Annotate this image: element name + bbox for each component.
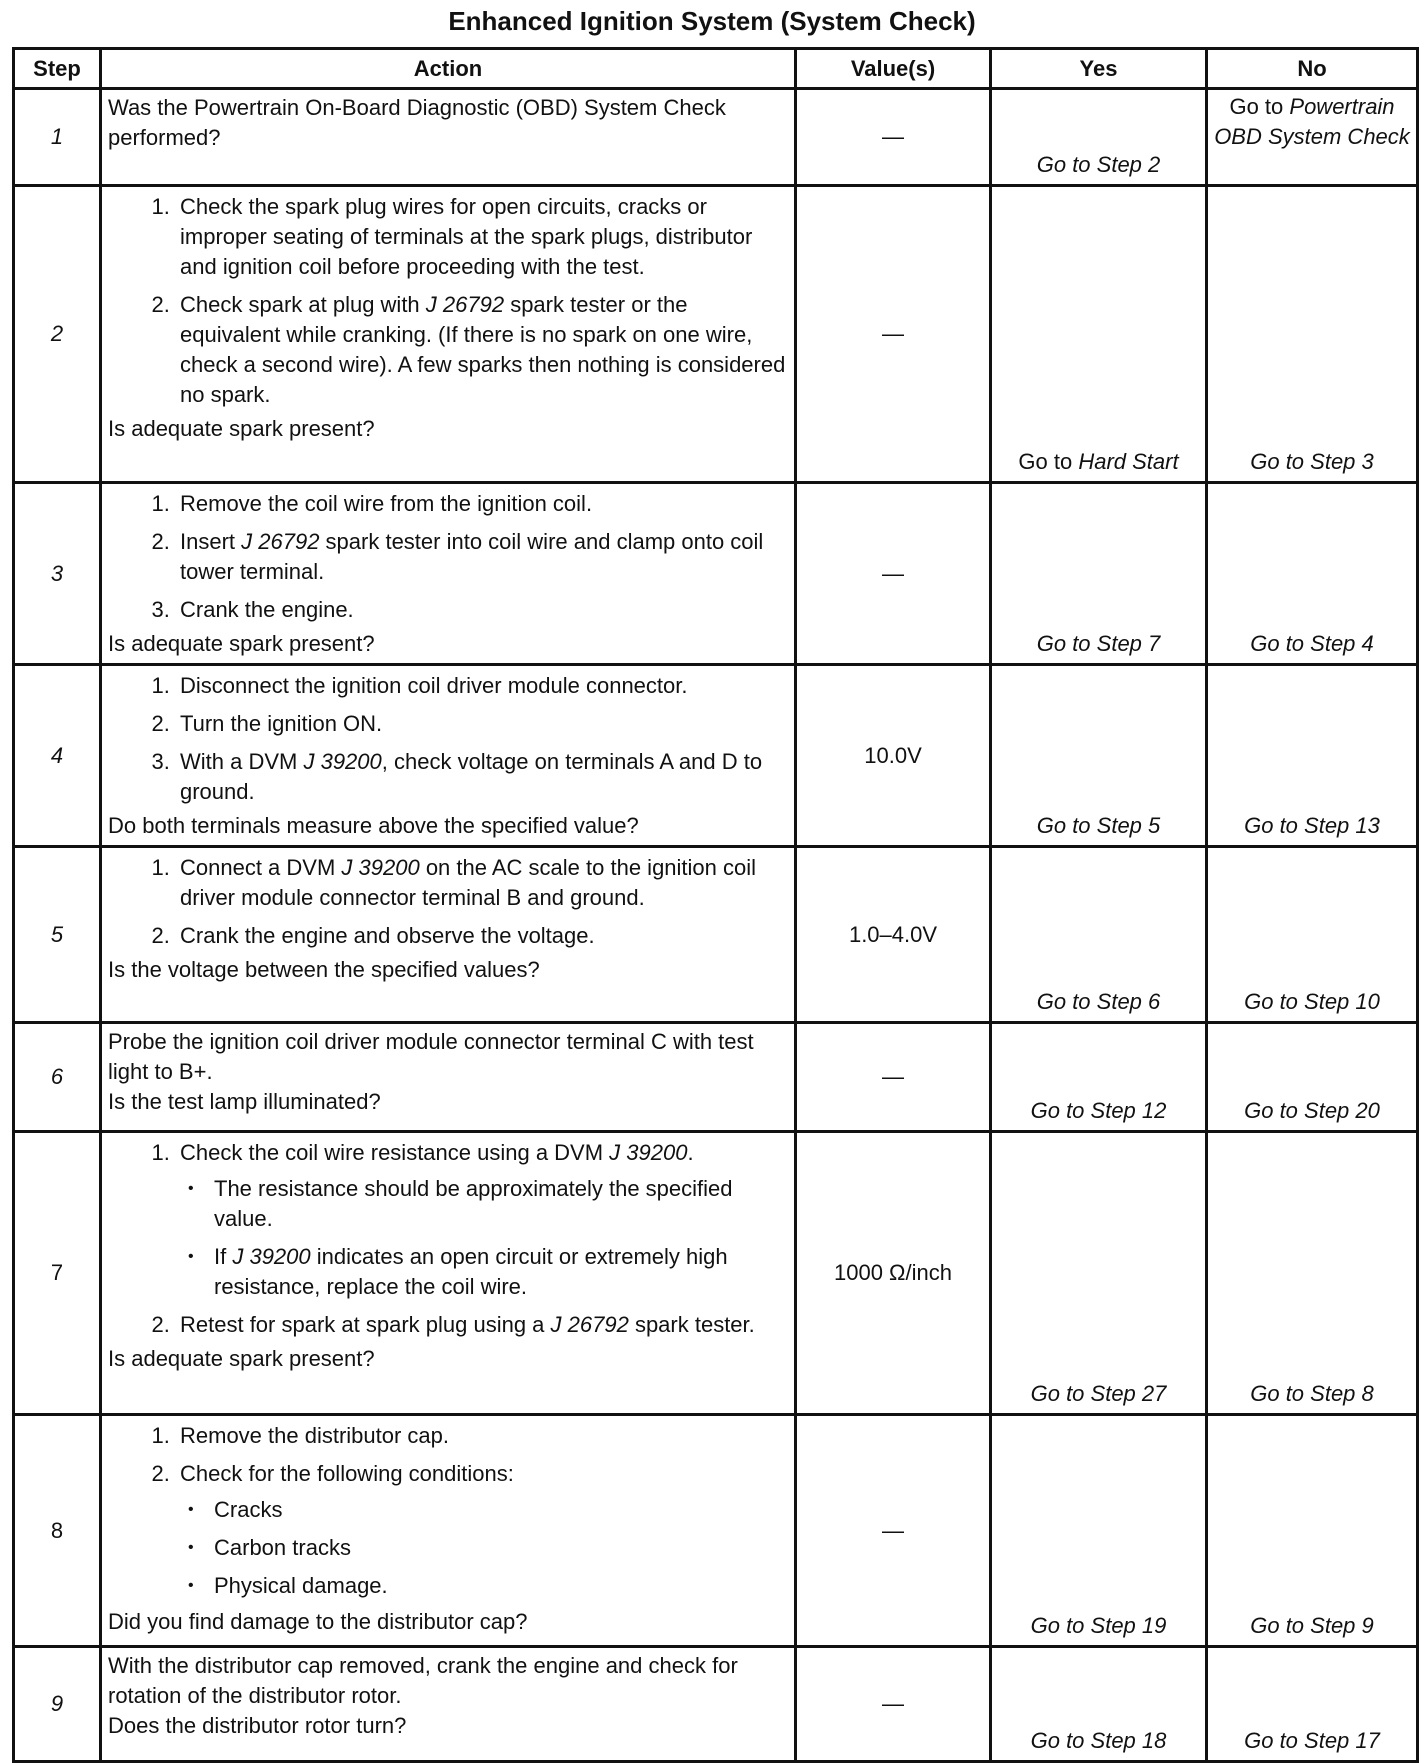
action-steps-list: [108, 671, 786, 807]
action-step-text: Crank the engine.: [180, 597, 354, 622]
yes-cell: [991, 1023, 1207, 1132]
no-cell: [1207, 665, 1418, 847]
action-step-text: Crank the engine and observe the voltage.: [180, 923, 595, 948]
action-steps-list: [108, 853, 786, 951]
no-target: Go to Step 4: [1250, 631, 1374, 656]
action-bullet-text: The resistance should be approximately the specified value.: [214, 1176, 733, 1231]
action-question: Is adequate spark present?: [108, 1346, 375, 1371]
yes-target: Go to Step 7: [1036, 631, 1161, 656]
action-intro: Probe the ignition coil driver module connector terminal C with test light to B+.: [108, 1029, 754, 1084]
value-cell: 1.0–4.0V: [796, 847, 991, 1023]
table-row: [14, 1415, 1418, 1647]
yes-target: Go to Step 27: [1030, 1381, 1167, 1406]
action-bullets: [180, 1495, 786, 1601]
action-cell: [101, 483, 796, 665]
yes-prefix: Go to: [1018, 449, 1073, 474]
yes-cell: [991, 665, 1207, 847]
diagnostic-table: [12, 47, 1419, 1763]
table-row: [14, 483, 1418, 665]
action-bullet: [210, 1533, 786, 1563]
no-target: Go to Step 9: [1250, 1613, 1374, 1638]
no-target: Go to Step 13: [1244, 813, 1380, 838]
page-title: Enhanced Ignition System (System Check): [448, 6, 976, 36]
action-step: [176, 921, 786, 951]
action-question: Does the distributor rotor turn?: [108, 1713, 407, 1738]
action-cell: [101, 1647, 796, 1762]
step-number: 8: [14, 1415, 101, 1647]
action-step-tool-ref: J 39200: [303, 749, 382, 774]
action-step-text: With a DVM: [180, 749, 304, 774]
no-cell: [1207, 1647, 1418, 1762]
action-step-text: Check the coil wire resistance using a DVM: [180, 1140, 610, 1165]
yes-cell: [991, 89, 1207, 186]
action-step-text-cont: on the AC scale to the ignition coil driver module connector terminal B and ground.: [180, 855, 757, 910]
header-yes: Yes: [991, 49, 1207, 89]
action-steps-list: [108, 192, 786, 410]
action-step-text-cont: spark tester or the equivalent while cranking. (If there is no spark on one wire, check a second wire). A few sparks then nothing is considered no spark.: [180, 292, 786, 407]
action-steps-list: [108, 1138, 786, 1340]
yes-cell: [991, 1647, 1207, 1762]
action-step-text: Check for the following conditions:: [180, 1461, 514, 1486]
action-step-text: Check spark at plug with: [180, 292, 426, 317]
value-cell: —: [796, 186, 991, 483]
no-cell: [1207, 89, 1418, 186]
no-target: Go to Step 17: [1244, 1728, 1380, 1753]
action-step: [176, 1421, 786, 1451]
step-number: 3: [14, 483, 101, 665]
step-number: 2: [14, 186, 101, 483]
action-cell: [101, 89, 796, 186]
value-cell: —: [796, 1415, 991, 1647]
action-step: [176, 1138, 786, 1302]
action-step-tool-ref: J 26792: [425, 292, 505, 317]
action-cell: [101, 847, 796, 1023]
action-bullet-text: Physical damage.: [214, 1573, 388, 1598]
action-step-tool-ref: J 39200: [341, 855, 420, 880]
yes-target: Go to Step 5: [1036, 813, 1161, 838]
action-bullet-text-cont: indicates an open circuit or extremely high resistance, replace the coil wire.: [214, 1244, 728, 1299]
value-cell: 1000 Ω/inch: [796, 1132, 991, 1415]
action-step: [176, 671, 786, 701]
no-cell: [1207, 1132, 1418, 1415]
table-row: [14, 665, 1418, 847]
action-question: Is the voltage between the specified values?: [108, 957, 540, 982]
action-step-text: Connect a DVM: [180, 855, 342, 880]
action-intro: With the distributor cap removed, crank the engine and check for rotation of the distributor rotor.: [108, 1653, 738, 1708]
action-cell: [101, 665, 796, 847]
action-cell: [101, 1023, 796, 1132]
no-target: Go to Step 8: [1250, 1381, 1374, 1406]
yes-cell: [991, 1132, 1207, 1415]
action-step-text: Turn the ignition ON.: [180, 711, 383, 736]
value-cell: —: [796, 89, 991, 186]
action-step-text-cont: .: [687, 1140, 694, 1165]
value-cell: —: [796, 483, 991, 665]
action-step-text-cont: , check voltage on terminals A and D to ground.: [180, 749, 763, 804]
action-intro: Was the Powertrain On-Board Diagnostic (OBD) System Check performed?: [108, 95, 726, 150]
action-bullet-tool-ref: J 39200: [232, 1244, 311, 1269]
action-cell: [101, 186, 796, 483]
header-no: No: [1207, 49, 1418, 89]
action-cell: [101, 1132, 796, 1415]
step-number: 5: [14, 847, 101, 1023]
action-question: Is adequate spark present?: [108, 631, 375, 656]
action-step-text: Insert: [180, 529, 242, 554]
action-step: [176, 290, 786, 410]
no-prefix: Go to: [1229, 94, 1284, 119]
action-step: [176, 527, 786, 587]
action-step: [176, 1310, 786, 1340]
yes-cell: [991, 1415, 1207, 1647]
action-step: [176, 747, 786, 807]
step-number: 4: [14, 665, 101, 847]
action-bullet: [210, 1174, 786, 1234]
action-step-text: Remove the coil wire from the ignition coil.: [180, 491, 593, 516]
yes-cell: [991, 483, 1207, 665]
yes-target: Go to Step 6: [1036, 989, 1161, 1014]
action-bullet-text: If: [214, 1244, 233, 1269]
step-number: 7: [14, 1132, 101, 1415]
yes-target: Hard Start: [1078, 449, 1179, 474]
action-bullet-text: Cracks: [214, 1497, 283, 1522]
action-step-text: Disconnect the ignition coil driver module connector.: [180, 673, 688, 698]
table-row: [14, 1023, 1418, 1132]
no-cell: [1207, 186, 1418, 483]
no-cell: [1207, 1023, 1418, 1132]
header-step: Step: [14, 49, 101, 89]
action-step: [176, 853, 786, 913]
action-step-text-cont: spark tester.: [628, 1312, 755, 1337]
yes-cell: [991, 186, 1207, 483]
action-step-tool-ref: J 26792: [550, 1312, 629, 1337]
action-question: Is adequate spark present?: [108, 416, 375, 441]
action-bullet: [210, 1495, 786, 1525]
step-number: 9: [14, 1647, 101, 1762]
action-step: [176, 1459, 786, 1601]
action-step: [176, 192, 786, 282]
action-question: Do both terminals measure above the specified value?: [108, 813, 639, 838]
action-steps-list: [108, 489, 786, 625]
action-step: [176, 595, 786, 625]
action-step-text: Retest for spark at spark plug using a: [180, 1312, 551, 1337]
value-cell: —: [796, 1023, 991, 1132]
header-values: Value(s): [796, 49, 991, 89]
action-question: Is the test lamp illuminated?: [108, 1089, 381, 1114]
no-cell: [1207, 847, 1418, 1023]
action-step-tool-ref: J 39200: [609, 1140, 688, 1165]
action-cell: [101, 1415, 796, 1647]
action-bullet: [210, 1242, 786, 1302]
value-cell: —: [796, 1647, 991, 1762]
yes-target: Go to Step 19: [1030, 1613, 1167, 1638]
yes-target: Go to Step 18: [1030, 1728, 1167, 1753]
table-row: [14, 1132, 1418, 1415]
action-bullet-text: Carbon tracks: [214, 1535, 351, 1560]
table-row: [14, 847, 1418, 1023]
no-cell: [1207, 483, 1418, 665]
action-bullets: [180, 1174, 786, 1302]
step-number: 6: [14, 1023, 101, 1132]
header-row: [14, 49, 1418, 89]
table-row: [14, 186, 1418, 483]
no-target: Go to Step 3: [1250, 449, 1374, 474]
action-question: Did you find damage to the distributor cap?: [108, 1609, 528, 1634]
action-steps-list: [108, 1421, 786, 1601]
value-cell: 10.0V: [796, 665, 991, 847]
no-target: Powertrain OBD System Check: [1214, 94, 1410, 149]
action-step-text: Check the spark plug wires for open circuits, cracks or improper seating of terminals at the spark plugs, distributor and ignition coil before proceeding with the test.: [180, 194, 753, 279]
table-row: [14, 89, 1418, 186]
action-step-text: Remove the distributor cap.: [180, 1423, 450, 1448]
yes-target: Go to Step 12: [1030, 1098, 1167, 1123]
no-target: Go to Step 10: [1244, 989, 1380, 1014]
action-step-tool-ref: J 26792: [241, 529, 320, 554]
yes-cell: [991, 847, 1207, 1023]
action-step-text-cont: spark tester into coil wire and clamp onto coil tower terminal.: [180, 529, 764, 584]
table-body: [14, 89, 1418, 1762]
no-target: Go to Step 20: [1244, 1098, 1380, 1123]
header-action: Action: [101, 49, 796, 89]
yes-target: Go to Step 2: [1036, 152, 1161, 177]
action-step: [176, 709, 786, 739]
table-row: [14, 1647, 1418, 1762]
action-step: [176, 489, 786, 519]
step-number: 1: [14, 89, 101, 186]
no-cell: [1207, 1415, 1418, 1647]
action-bullet: [210, 1571, 786, 1601]
